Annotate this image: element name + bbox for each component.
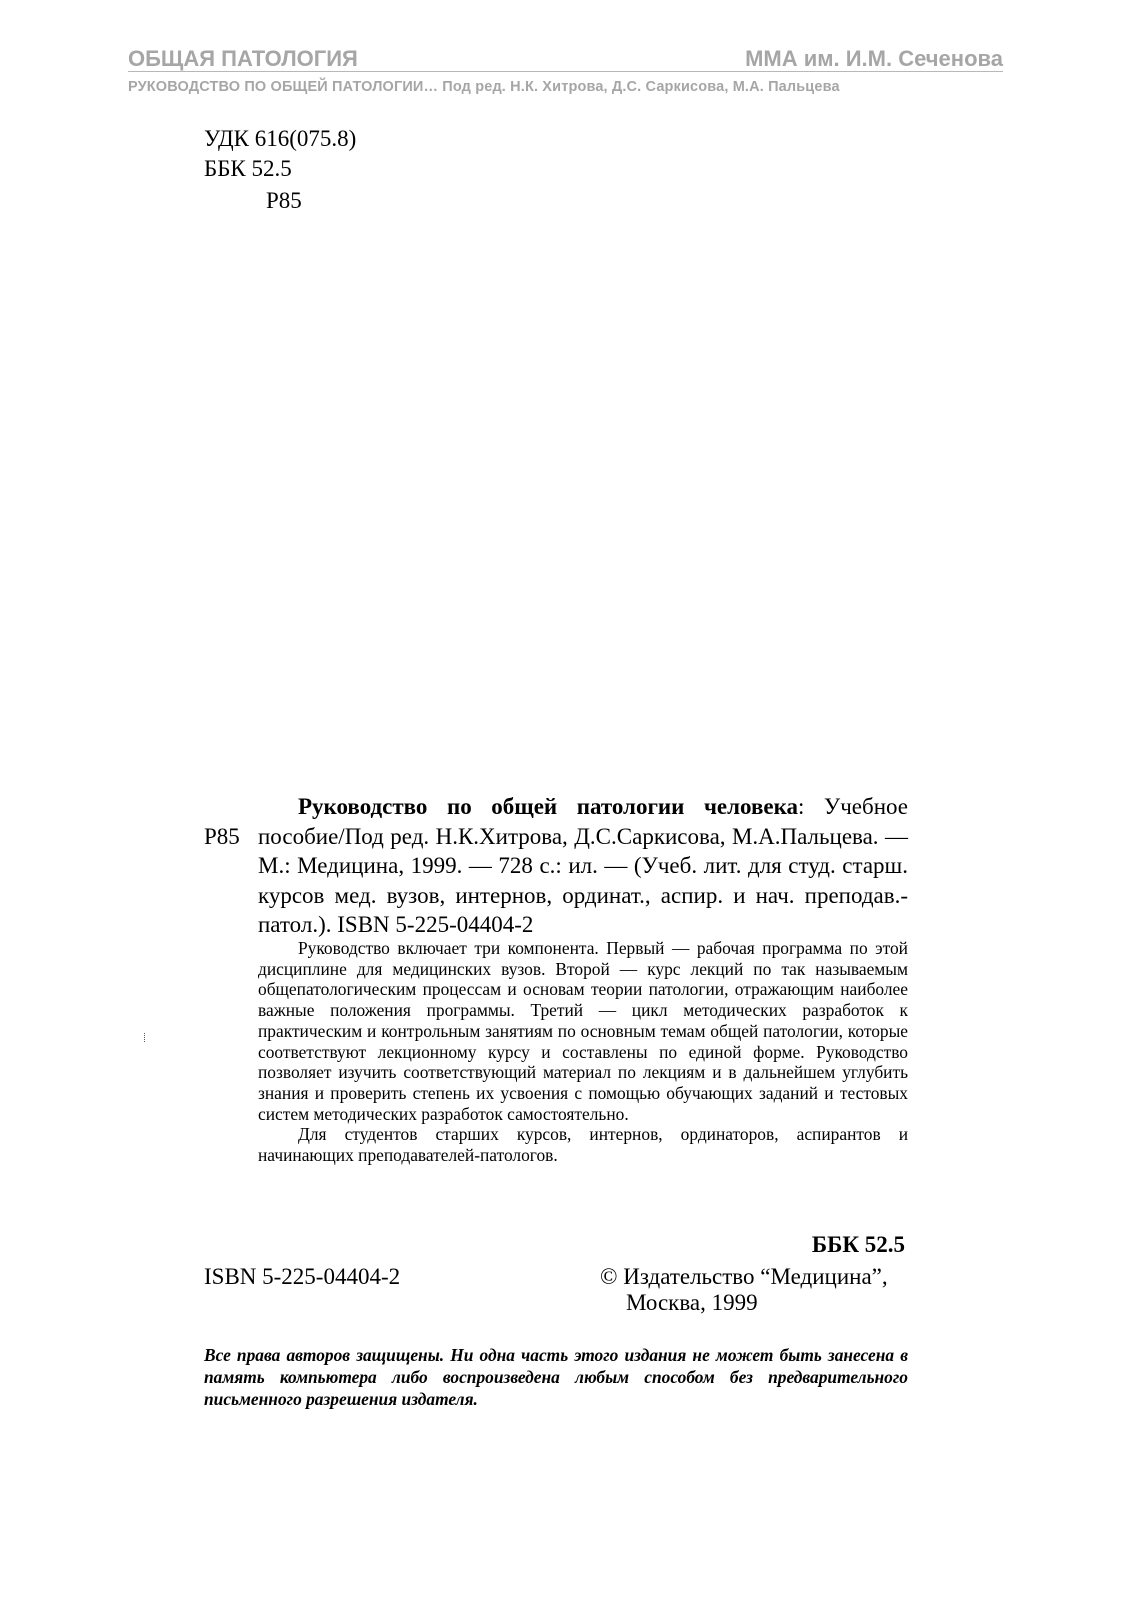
annotation-paragraph-1: Руководство включает три компонента. Первый — рабочая программа по этой дисциплине для медицинских вузов. Второй — курс лекций по так называемым общепатологическим процессам и основам теории патологии, отражающим наиболее важные положения программы. Третий — цикл методических разработок к практическим и контрольным занятиям по основным темам общей патологии, которые соответствуют лекционному курсу и составлены по единой форме. Руководство позволяет изучить соответствующий материал по лекциям и в дальнейшем углубить знания и проверить степень их усвоения с помощью обучающих заданий и тестовых систем методических разработок самостоятельно. [258, 938, 908, 1124]
scan-speck [144, 1033, 147, 1042]
copyright-line-2: Москва, 1999 [626, 1290, 758, 1315]
annotation [258, 938, 908, 1166]
imprint-bbk: ББК 52.5 [811, 1232, 905, 1257]
bbk-code: ББК 52.5 [204, 156, 292, 181]
author-code: Р85 [266, 188, 302, 213]
book-title: Руководство по общей патологии человека [298, 794, 798, 819]
bibliographic-entry [258, 792, 908, 940]
bib-entry-code: Р85 [204, 824, 240, 849]
bib-entry-body: : Учебное пособие/Под ред. Н.К.Хитрова, Д.С.Саркисова, М.А.Пальцева. — М.: Медицина, 1999. — 728 с.: ил. — (Учеб. лит. для студ. старш. курсов мед. вузов, интернов, ординат., аспир. и нач. преподав.-патол.). ISBN 5-225-04404-2 [258, 794, 908, 937]
header-title-right: ММА им. И.М. Сеченова [745, 46, 1003, 71]
header-subtitle: РУКОВОДСТВО ПО ОБЩЕЙ ПАТОЛОГИИ… Под ред. Н.К. Хитрова, Д.С. Саркисова, М.А. Пальцева [128, 79, 840, 95]
header-title-left: ОБЩАЯ ПАТОЛОГИЯ [128, 46, 358, 71]
rights-notice: Все права авторов защищены. Ни одна часть этого издания не может быть занесена в память компьютера либо воспроизведена любым способом без предварительного письменного разрешения издателя. [204, 1345, 908, 1409]
annotation-paragraph-2: Для студентов старших курсов, интернов, ординаторов, аспирантов и начинающих преподавателей-патологов. [258, 1124, 908, 1166]
udk-code: УДК 616(075.8) [204, 126, 357, 151]
imprint-isbn: ISBN 5-225-04404-2 [204, 1264, 401, 1289]
header-divider [128, 71, 1003, 72]
copyright-line-1: © Издательство “Медицина”, [600, 1264, 888, 1289]
